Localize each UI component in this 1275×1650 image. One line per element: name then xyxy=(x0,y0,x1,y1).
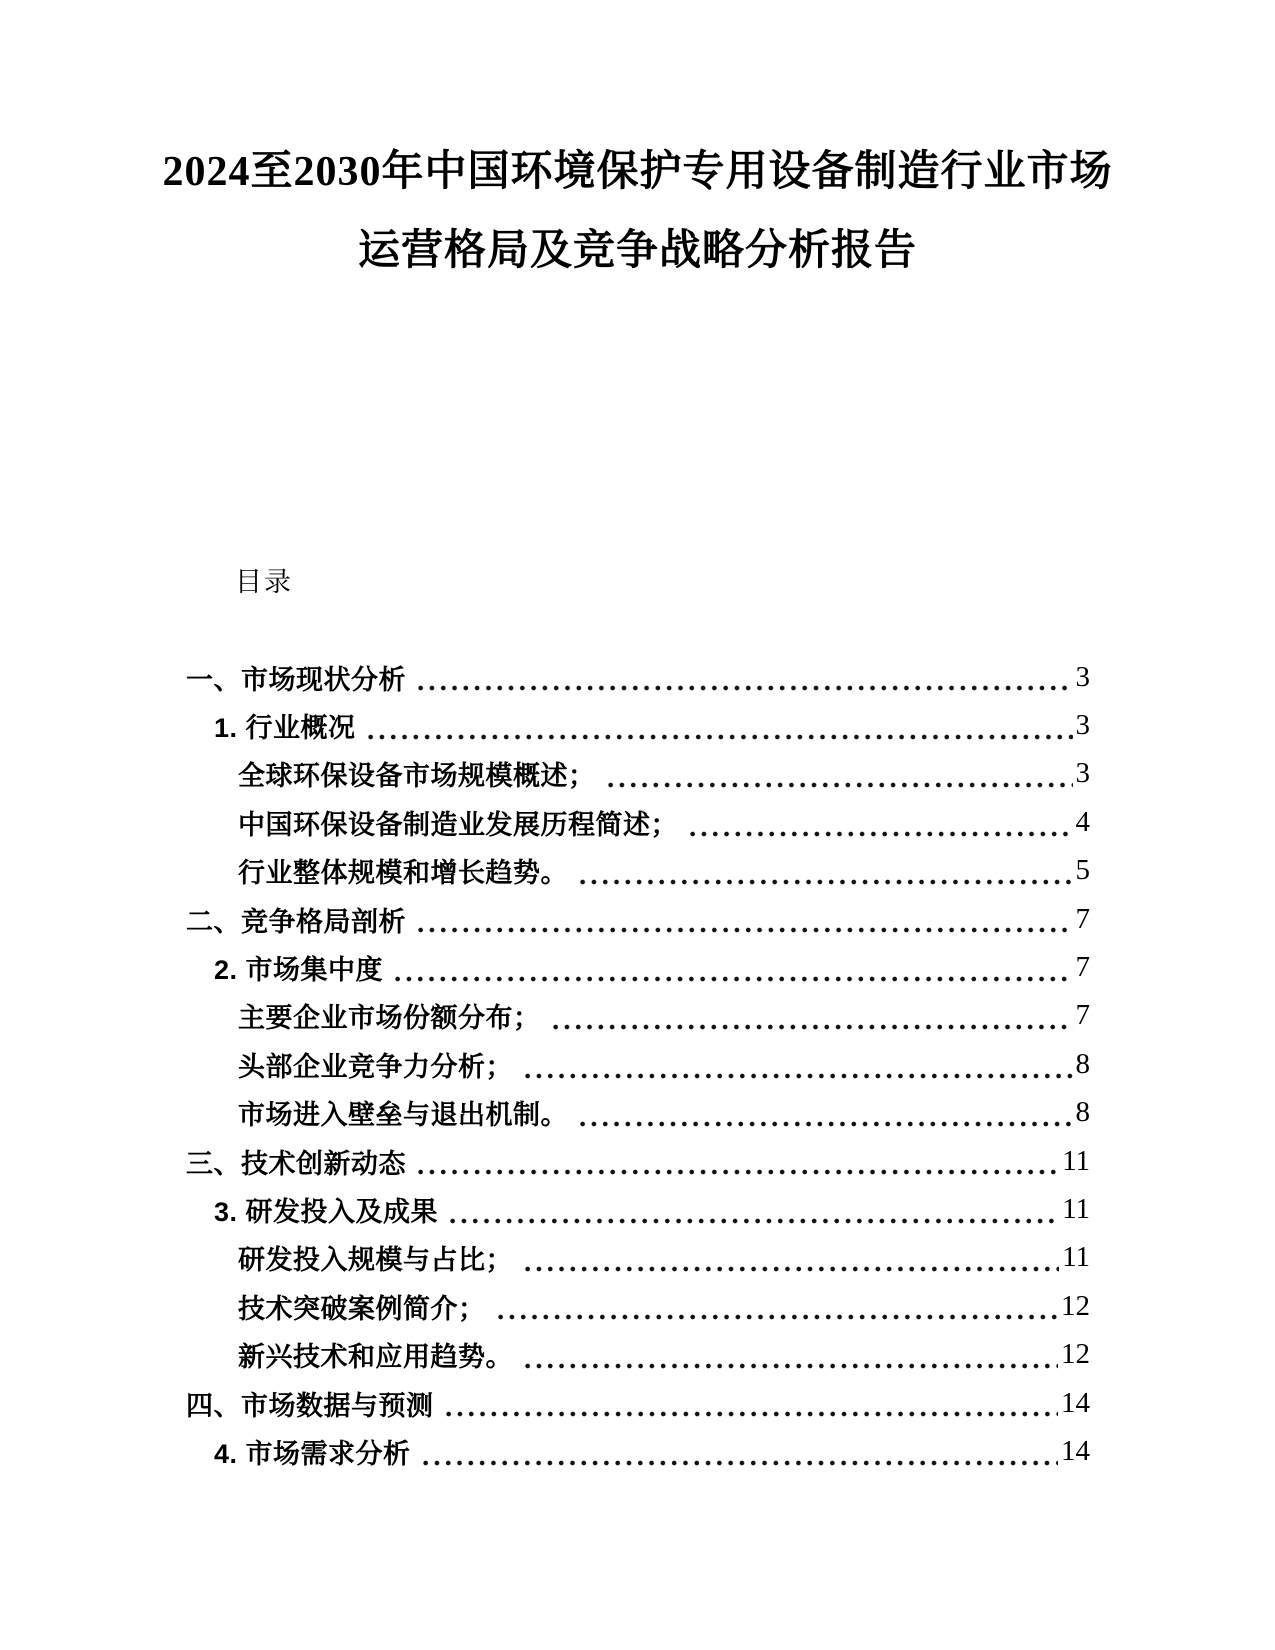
toc-entry-16[interactable] xyxy=(186,1427,1090,1475)
toc-entry-5[interactable] xyxy=(186,895,1090,943)
toc-entry-page-number: 11 xyxy=(1062,1192,1090,1225)
toc-entry-label: 2. 市场集中度 xyxy=(214,955,384,986)
toc-entry-page-number: 14 xyxy=(1061,1386,1090,1419)
toc-dotted-leader xyxy=(520,1234,1059,1282)
toc-entry-page-number: 8 xyxy=(1075,1047,1090,1080)
toc-dotted-leader xyxy=(441,1379,1059,1427)
toc-entry-label: 新兴技术和应用趋势。 xyxy=(238,1342,513,1373)
toc-entry-7[interactable] xyxy=(186,992,1090,1040)
toc-entry-0[interactable] xyxy=(186,653,1090,701)
toc-entry-2[interactable] xyxy=(186,750,1090,798)
toc-entry-label: 中国环保设备制造业发展历程简述； xyxy=(238,809,678,840)
toc-entry-11[interactable] xyxy=(186,1185,1090,1233)
toc-entry-label: 主要企业市场份额分布； xyxy=(238,1003,541,1034)
toc-entry-label: 一、市场现状分析 xyxy=(186,664,406,695)
toc-entry-8[interactable] xyxy=(186,1040,1090,1088)
toc-entry-4[interactable] xyxy=(186,847,1090,895)
toc-entry-page-number: 7 xyxy=(1075,999,1090,1032)
toc-dotted-leader xyxy=(493,1282,1059,1330)
toc-entry-page-number: 5 xyxy=(1075,854,1090,887)
toc-dotted-leader xyxy=(390,943,1072,991)
toc-entry-page-number: 3 xyxy=(1075,660,1090,693)
toc-dotted-leader xyxy=(418,1427,1058,1475)
toc-entry-page-number: 7 xyxy=(1075,902,1090,935)
toc-entry-page-number: 7 xyxy=(1075,951,1090,984)
toc-dotted-leader xyxy=(685,798,1073,846)
toc-entry-page-number: 3 xyxy=(1075,757,1090,790)
toc-entry-page-number: 3 xyxy=(1075,709,1090,742)
report-title-line-1: 2024至2030年中国环境保护专用设备制造行业市场 xyxy=(162,149,1113,195)
report-title-line-2: 运营格局及竞争战略分析报告 xyxy=(357,228,917,274)
toc-entry-page-number: 8 xyxy=(1075,1096,1090,1129)
toc-list xyxy=(186,653,1090,1476)
toc-dotted-leader xyxy=(575,847,1073,895)
toc-dotted-leader xyxy=(413,653,1073,701)
toc-entry-label: 研发投入规模与占比； xyxy=(238,1245,513,1276)
toc-entry-page-number: 4 xyxy=(1075,805,1090,838)
toc-dotted-leader xyxy=(575,1089,1073,1137)
toc-entry-label: 头部企业竞争力分析； xyxy=(238,1051,513,1082)
report-title xyxy=(0,133,1275,291)
toc-entry-6[interactable] xyxy=(186,943,1090,991)
toc-entry-12[interactable] xyxy=(186,1234,1090,1282)
toc-entry-10[interactable] xyxy=(186,1137,1090,1185)
toc-entry-label: 3. 研发投入及成果 xyxy=(214,1196,439,1227)
toc-entry-page-number: 12 xyxy=(1061,1289,1090,1322)
toc-dotted-leader xyxy=(445,1185,1059,1233)
toc-entry-15[interactable] xyxy=(186,1379,1090,1427)
toc-entry-3[interactable] xyxy=(186,798,1090,846)
toc-entry-label: 1. 行业概况 xyxy=(214,713,356,744)
toc-dotted-leader xyxy=(363,701,1073,749)
toc-entry-label: 二、竞争格局剖析 xyxy=(186,906,406,937)
toc-entry-label: 行业整体规模和增长趋势。 xyxy=(238,858,568,889)
toc-entry-page-number: 14 xyxy=(1061,1434,1090,1467)
toc-entry-page-number: 11 xyxy=(1062,1144,1090,1177)
toc-entry-label: 4. 市场需求分析 xyxy=(214,1438,411,1469)
toc-entry-label: 全球环保设备市场规模概述； xyxy=(238,761,596,792)
toc-entry-9[interactable] xyxy=(186,1089,1090,1137)
toc-heading: 目录 xyxy=(235,567,293,597)
toc-dotted-leader xyxy=(603,750,1073,798)
toc-entry-13[interactable] xyxy=(186,1282,1090,1330)
toc-dotted-leader xyxy=(413,1137,1059,1185)
toc-entry-page-number: 12 xyxy=(1061,1338,1090,1371)
toc-entry-1[interactable] xyxy=(186,701,1090,749)
toc-entry-label: 四、市场数据与预测 xyxy=(186,1390,434,1421)
toc-dotted-leader xyxy=(520,1330,1058,1378)
toc-entry-page-number: 11 xyxy=(1062,1241,1090,1274)
toc-entry-14[interactable] xyxy=(186,1330,1090,1378)
toc-entry-label: 技术突破案例简介； xyxy=(238,1293,486,1324)
toc-dotted-leader xyxy=(413,895,1073,943)
toc-dotted-leader xyxy=(548,992,1073,1040)
toc-entry-label: 市场进入壁垒与退出机制。 xyxy=(238,1100,568,1131)
toc-entry-label: 三、技术创新动态 xyxy=(186,1148,406,1179)
toc-dotted-leader xyxy=(520,1040,1073,1088)
